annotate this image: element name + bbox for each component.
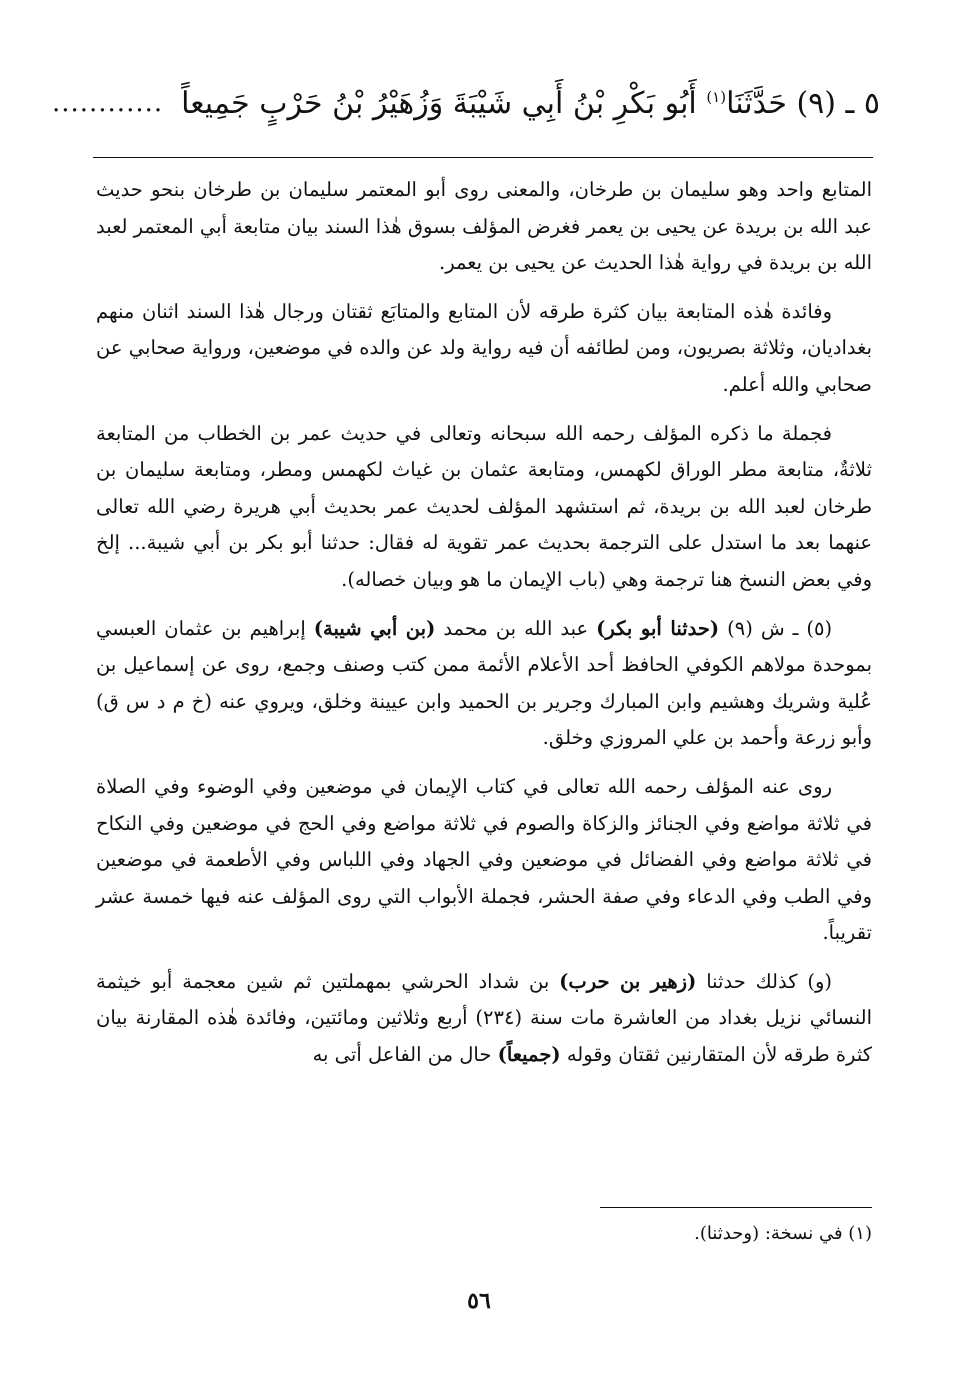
footnote-divider [600, 1207, 872, 1208]
paragraph-6-text-2: بن شداد الحرشي بمهملتين ثم شين معجمة أبو خيثمة النسائي نزيل بغداد من العاشرة مات سنة (٢٣٤) أربع وثلاثين ومائتين، وفائدة هٰذه المقارنة بيان كثرة طرقه لأن المتقارنين ثقتان وقوله [96, 969, 873, 1067]
body-text [96, 172, 872, 1086]
paragraph-6-text-1: (و) كذلك حدثنا [706, 969, 832, 993]
paragraph-6-bold-2: (جميعاً) [497, 1043, 561, 1067]
header-dots: ............ [51, 88, 164, 118]
paragraph-6-text-3: حال من الفاعل أتى به [312, 1043, 492, 1067]
paragraph-3: فجملة ما ذكره المؤلف رحمه الله سبحانه وتعالى في حديث عمر بن الخطاب من المتابعة ثلاثةٌ، متابعة مطر الوراق لكهمس، ومتابعة عثمان بن غياث لكهمس ومطر، ومتابعة سليمان بن طرخان لعبد الله بن بريدة، ثم استشهد المؤلف لحديث عمر بحديث أبي هريرة رضي الله تعالى عنهما بعد ما استدل على الترجمة بحديث عمر تقوية له فقال: حدثنا أبو بكر بن أبي شيبة... إلخ وفي بعض النسخ هنا ترجمة وهي (باب الإيمان ما هو وبيان خصاله). [96, 421, 872, 591]
footnote: (١) في نسخة: (وحدثنا). [694, 1223, 872, 1244]
header-divider [93, 157, 873, 158]
header-footnote-mark: (١) [706, 87, 727, 106]
paragraph-4-bold-2: (بن أبي شيبة) [313, 616, 436, 640]
header-title [181, 86, 880, 121]
page-header [51, 72, 880, 134]
paragraph-4 [96, 611, 872, 757]
paragraph-1: المتابع واحد وهو سليمان بن طرخان، والمعنى روى أبو المعتمر سليمان بن طرخان بنحو حديث عبد الله بن بريدة عن يحيى بن يعمر فغرض المؤلف بسوق هٰذا السند بيان متابعة أبي المعتمر لعبد الله بن بريدة في رواية هٰذا الحديث عن يحيى بن يعمر. [96, 178, 872, 275]
paragraph-4-number: (٥) ـ ش (٩) [727, 616, 833, 640]
paragraph-4-text-1: عبد الله بن محمد [443, 616, 589, 640]
paragraph-6-bold-1: (زهير بن حرب) [559, 969, 697, 993]
paragraph-4-bold-1: (حدثنا أبو بكر) [596, 616, 720, 640]
paragraph-4-text-2: إبراهيم بن عثمان العبسي بموحدة مولاهم الكوفي الحافظ أحد الأعلام الأئمة ممن كتب وصنف وجمع، روى عن إسماعيل بن عُلية وشريك وهشيم وابن المبارك وجرير بن الحميد وابن عيينة وخلق، ويروي عنه (خ م د س ق) وأبو زرعة وأحمد بن علي المروزي وخلق. [96, 616, 872, 750]
paragraph-5: روى عنه المؤلف رحمه الله تعالى في كتاب الإيمان في موضعين وفي الوضوء وفي الصلاة في ثلاثة مواضع وفي الجنائز والزكاة والصوم في ثلاثة مواضع وفي الحج في موضعين وفي النكاح في ثلاثة مواضع وفي الفضائل في موضعين وفي الجهاد وفي اللباس وفي الأطعمة في موضعين وفي الطب وفي الدعاء وفي صفة الحشر، فجملة الأبواب التي روى المؤلف عنه فيها خمسة عشر تقريباً. [96, 774, 872, 945]
paragraph-6 [96, 964, 872, 1074]
paragraph-2: وفائدة هٰذه المتابعة بيان كثرة طرقه لأن المتابع والمتابَع ثقتان ورجال هٰذا السند اثنان منهم بغداديان، وثلاثة بصريون، ومن لطائفه أن فيه رواية ولد عن والده في موضعين، ورواية صحابي عن صحابي والله أعلم. [96, 299, 872, 396]
page-number: ٥٦ [467, 1288, 491, 1314]
header-title-prefix: ٥ ـ (٩) حَدَّثَنَا [726, 85, 880, 121]
header-title-rest: أَبُو بَكْرِ بْنُ أَبِي شَيْبَةَ وَزُهَيْرُ بْنُ حَرْبٍ جَمِيعاً [181, 85, 697, 121]
